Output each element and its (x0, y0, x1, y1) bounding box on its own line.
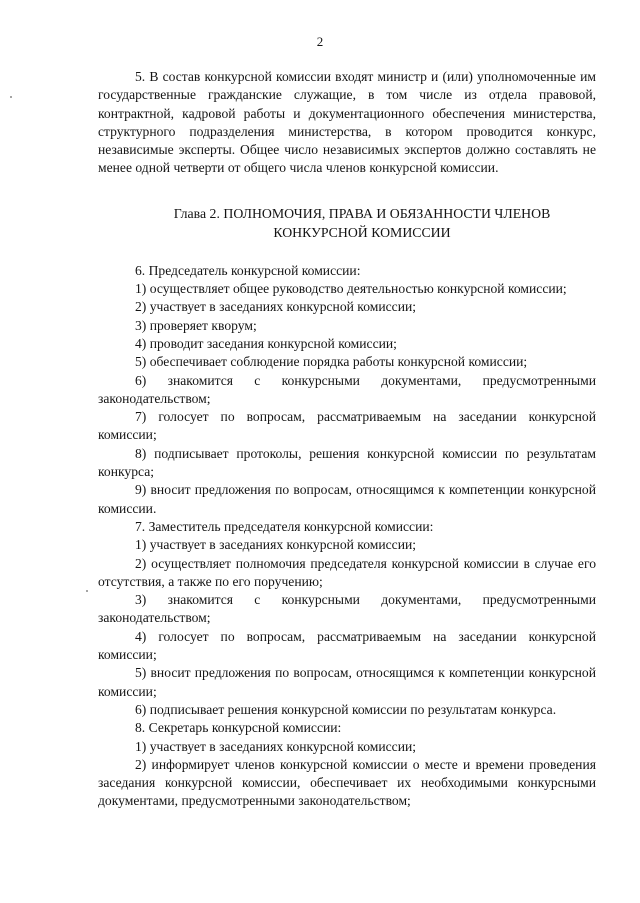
paragraph: 5. В состав конкурсной комиссии входят министр и (или) уполномоченные им государственные гражданские служащие, в том числе из отдела правовой, контрактной, кадровой работы и документационного обеспечения министерства, структурного подразделения министерства, в котором проводится конкурс, независимые эксперты. Общее число независимых экспертов должно составлять не менее одной четверти от общего числа членов конкурсной комиссии. (98, 69, 596, 176)
chapter-heading-line-1: Глава 2. ПОЛНОМОЧИЯ, ПРАВА И ОБЯЗАННОСТИ ЧЛЕНОВ (173, 205, 551, 221)
paragraph: 1) осуществляет общее руководство деятельностью конкурсной комиссии; (135, 281, 567, 297)
paragraph: 7. Заместитель председателя конкурсной комиссии: (135, 518, 434, 534)
page-number: 2 (316, 34, 324, 49)
paragraph: 4) проводит заседания конкурсной комиссии; (135, 335, 397, 351)
paragraph: 4) голосует по вопросам, рассматриваемым на заседании конкурсной комиссии; (98, 628, 596, 663)
paragraph: 2) осуществляет полномочия председателя конкурсной комиссии в случае его отсутствия, а также по его поручению; (98, 555, 596, 589)
scan-speck (86, 590, 88, 592)
paragraph: 9) вносит предложения по вопросам, относящимся к компетенции конкурсной комиссии. (98, 482, 596, 516)
scan-speck (10, 96, 12, 98)
paragraph: 7) голосует по вопросам, рассматриваемым на заседании конкурсной комиссии; (98, 409, 596, 443)
paragraph: 3) проверяет кворум; (135, 317, 257, 333)
document-body (98, 68, 596, 811)
paragraph: 2) информирует членов конкурсной комиссии о месте и времени проведения заседания конкурсной комиссии, обеспечивает их необходимыми конкурсными документами, предусмотренными законодательством; (98, 756, 596, 809)
paragraph: 8. Секретарь конкурсной комиссии: (135, 720, 342, 736)
paragraph: 2) участвует в заседаниях конкурсной комиссии; (135, 299, 417, 315)
paragraph: 5) вносит предложения по вопросам, относящимся к компетенции конкурсной комиссии; (98, 665, 596, 699)
chapter-heading (98, 204, 596, 242)
paragraph: 8) подписывает протоколы, решения конкурсной комиссии по результатам конкурса; (98, 445, 596, 480)
section-powers (98, 262, 596, 811)
paragraph: 1) участвует в заседаниях конкурсной комиссии; (135, 738, 417, 754)
paragraph: 6) знакомится с конкурсными документами, предусмотренными законодательством; (98, 372, 596, 406)
paragraph: 5) обеспечивает соблюдение порядка работы конкурсной комиссии; (135, 354, 528, 370)
chapter-heading-line-2: КОНКУРСНОЙ КОМИССИИ (273, 224, 451, 240)
section-composition (98, 68, 596, 178)
paragraph: 1) участвует в заседаниях конкурсной комиссии; (135, 537, 417, 553)
paragraph: 3) знакомится с конкурсными документами, предусмотренными законодательством; (98, 592, 596, 626)
paragraph: 6) подписывает решения конкурсной комиссии по результатам конкурса. (135, 701, 557, 717)
paragraph: 6. Председатель конкурсной комиссии: (135, 262, 361, 278)
